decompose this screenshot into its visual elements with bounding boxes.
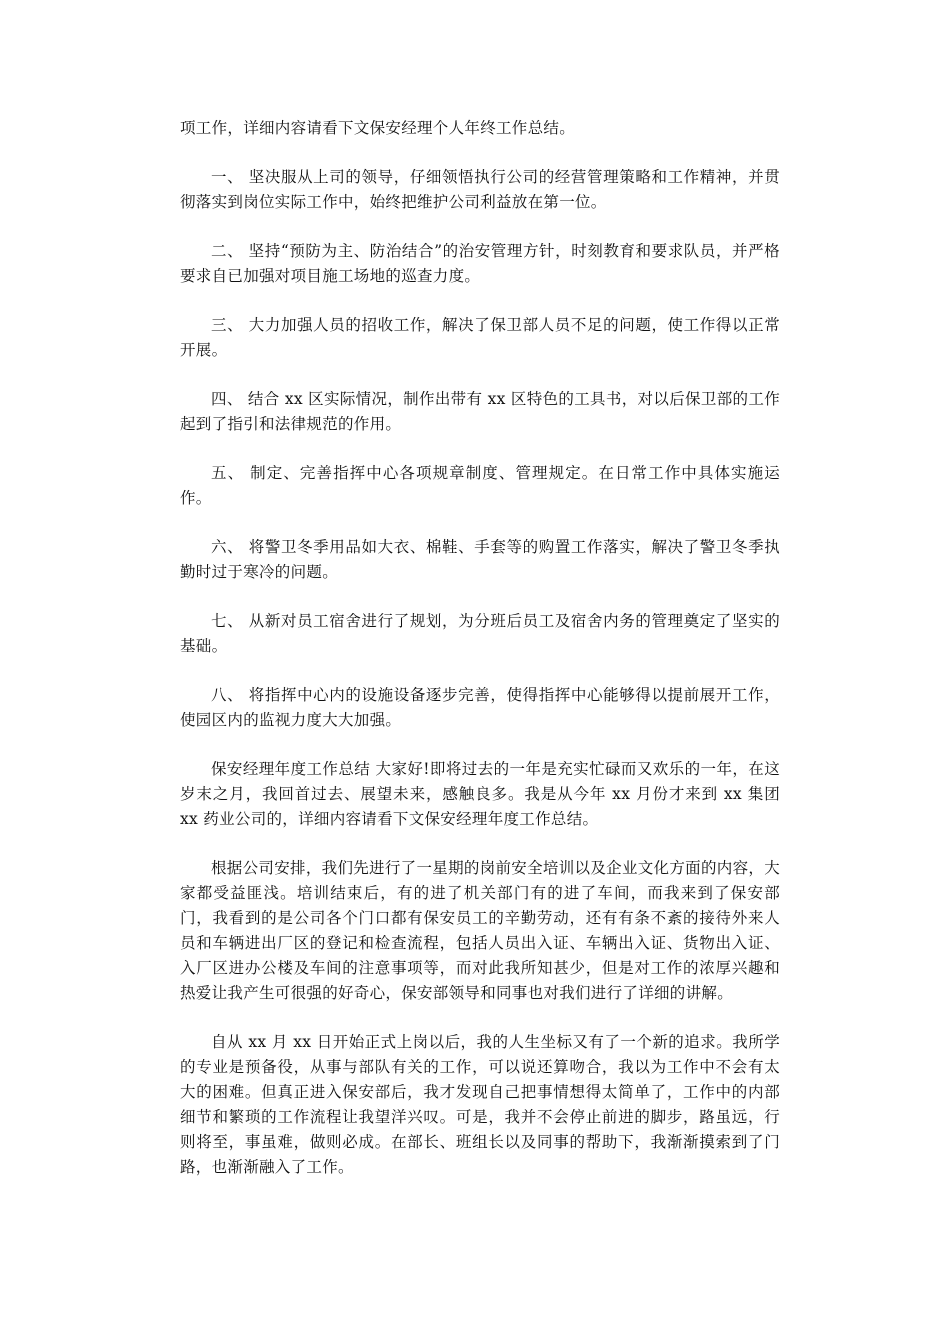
paragraph-item-1: 一、 坚决服从上司的领导，仔细领悟执行公司的经营管理策略和工作精神，并贯彻落实到岗位实际工作中，始终把维护公司利益放在第一位。 (180, 168, 780, 211)
paragraph-training: 根据公司安排，我们先进行了一星期的岗前安全培训以及企业文化方面的内容，大家都受益匪浅。培训结束后，有的进了机关部门有的进了车间，而我来到了保安部门，我看到的是公司各个门口都有保安员工的辛勤劳动，还有有条不紊的接待外来人员和车辆进出厂区的登记和检查流程，包括人员出入证、车辆出入证、货物出入证、入厂区进办公楼及车间的注意事项等，而对此我所知甚少，但是对工作的浓厚兴趣和热爱让我产生可很强的好奇心，保安部领导和同事也对我们进行了详细的讲解。 (180, 859, 780, 1002)
paragraph-item-3: 三、 大力加强人员的招收工作，解决了保卫部人员不足的问题，使工作得以正常开展。 (180, 316, 780, 359)
paragraph-onboarding: 自从 xx 月 xx 日开始正式上岗以后，我的人生坐标又有了一个新的追求。我所学的专业是预备役，从事与部队有关的工作，可以说还算吻合，我以为工作中不会有太大的困难。但真正进入保安部后，我才发现自己把事情想得太简单了，工作中的内部细节和繁琐的工作流程让我望洋兴叹。可是，我并不会停止前进的脚步，路虽远，行则将至，事虽难，做则必成。在部长、班组长以及同事的帮助下，我渐渐摸索到了门路，也渐渐融入了工作。 (180, 1033, 780, 1176)
paragraph-annual-summary-intro: 保安经理年度工作总结 大家好!即将过去的一年是充实忙碌而又欢乐的一年，在这岁末之月，我回首过去、展望未来，感触良多。我是从今年 xx 月份才来到 xx 集团 xx 药业公司的，详细内容请看下文保安经理年度工作总结。 (180, 760, 780, 828)
paragraph-item-7: 七、 从新对员工宿舍进行了规划，为分班后员工及宿舍内务的管理奠定了坚实的基础。 (180, 612, 780, 655)
paragraph-item-6: 六、 将警卫冬季用品如大衣、棉鞋、手套等的购置工作落实，解决了警卫冬季执勤时过于寒冷的问题。 (180, 538, 780, 581)
paragraph-item-2: 二、 坚持“预防为主、防治结合”的治安管理方针，时刻教育和要求队员，并严格要求自已加强对项目施工场地的巡查力度。 (180, 242, 780, 285)
paragraph-item-8: 八、 将指挥中心内的设施设备逐步完善，使得指挥中心能够得以提前展开工作，使园区内的监视力度大大加强。 (180, 686, 780, 729)
paragraph-item-5: 五、 制定、完善指挥中心各项规章制度、管理规定。在日常工作中具体实施运作。 (180, 464, 780, 507)
document-body (180, 116, 780, 1204)
paragraph-item-4: 四、 结合 xx 区实际情况，制作出带有 xx 区特色的工具书，对以后保卫部的工作起到了指引和法律规范的作用。 (180, 390, 780, 433)
paragraph-intro-continuation: 项工作，详细内容请看下文保安经理个人年终工作总结。 (180, 119, 576, 137)
